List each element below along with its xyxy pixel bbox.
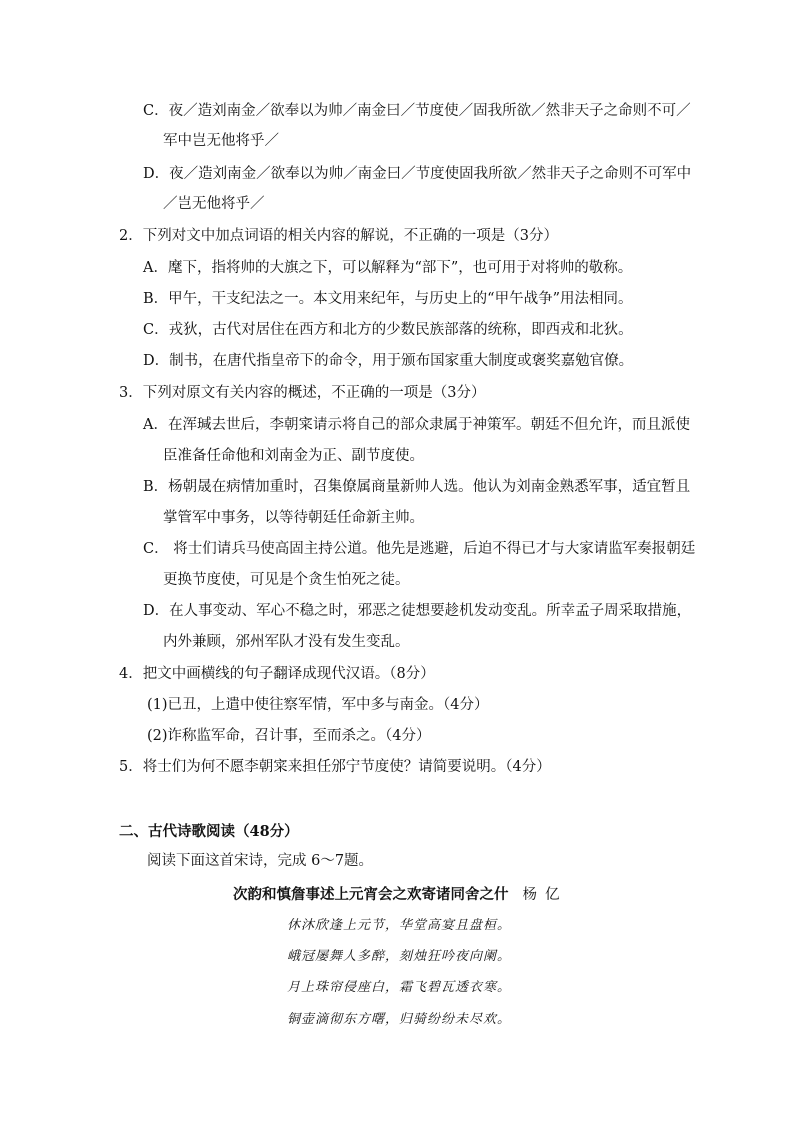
section-title: 二、古代诗歌阅读（48分） xyxy=(119,823,299,840)
q1-option-d-line1: D．夜／造刘南金／欲奉以为帅／南金曰／节度使固我所欲／然非天子之命则不可军中 xyxy=(143,166,692,182)
q3-option-d-line2: 内外兼顾，邠州军队才没有发生变乱。 xyxy=(163,634,410,650)
q3-option-c-line1: C． 将士们请兵马使高固主持公道。他先是逃避，后迫不得已才与大家请监军奏报朝廷 xyxy=(143,541,696,557)
q1-option-c-line1: C．夜／造刘南金／欲奉以为帅／南金曰／节度使／固我所欲／然非天子之命则不可／ xyxy=(143,103,691,119)
q3-option-b-line1: B．杨朝晟在病情加重时，召集僚属商量新帅人选。他认为刘南金熟悉军事，适宜暂且 xyxy=(143,479,691,495)
poem-line-1: 休沐欣逢上元节，华堂高宴且盘桓。 xyxy=(287,918,512,933)
q3-option-b-line2: 掌管军中事务，以等待朝廷任命新主帅。 xyxy=(163,510,424,526)
q3-option-c-line2: 更换节度使，可见是个贪生怕死之徒。 xyxy=(163,572,410,588)
q4-sentence-2: (2)诈称监军命，召计事，至而杀之。（4分） xyxy=(147,728,431,744)
q1-option-d-line2: ／岂无他将乎／ xyxy=(163,196,265,212)
poem-line-3: 月上珠帘侵座白，霜飞碧瓦透衣寒。 xyxy=(287,980,512,995)
q5-stem: 5．将士们为何不愿李朝寀来担任邠宁节度使？请简要说明。（4分） xyxy=(119,759,551,775)
poem-line-2: 峨冠屡舞人多醉，刻烛狂吟夜向阑。 xyxy=(287,949,512,964)
poem-line-4: 铜壶滴彻东方曙，归骑纷纷未尽欢。 xyxy=(287,1012,512,1027)
poem-heading xyxy=(233,883,568,904)
q2-option-b: B．甲午，干支纪法之一。本文用来纪年，与历史上的“甲午战争”用法相同。 xyxy=(143,291,633,307)
q2-stem: 2．下列对文中加点词语的相关内容的解说，不正确的一项是（3分） xyxy=(119,228,558,244)
q3-option-a-line2: 臣准备任命他和刘南金为正、副节度使。 xyxy=(163,448,424,464)
q2-option-c: C．戎狄，古代对居住在西方和北方的少数民族部落的统称，即西戎和北狄。 xyxy=(143,322,633,338)
q4-stem: 4．把文中画横线的句子翻译成现代汉语。（8分） xyxy=(119,666,435,682)
q3-option-d-line1: D．在人事变动、军心不稳之时，邪恶之徒想要趁机发动变乱。所幸孟子周采取措施， xyxy=(143,603,692,619)
poem-author: 杨亿 xyxy=(522,887,568,903)
q2-option-d: D．制书，在唐代指皇帝下的命令，用于颁布国家重大制度或褒奖嘉勉官僚。 xyxy=(143,353,634,369)
q1-option-c-line2: 军中岂无他将乎／ xyxy=(163,133,279,149)
section-intro: 阅读下面这首宋诗，完成 6～7题。 xyxy=(147,853,374,869)
q3-stem: 3．下列对原文有关内容的概述，不正确的一项是（3分） xyxy=(119,385,486,401)
q2-option-a: A．麾下，指将帅的大旗之下，可以解释为“部下”，也可用于对将帅的敬称。 xyxy=(143,260,633,276)
q3-option-a-line1: A．在浑瑊去世后，李朝寀请示将自己的部众隶属于神策军。朝廷不但允许，而且派使 xyxy=(143,417,690,433)
q4-sentence-1: (1)已丑，上遣中使往察军情，军中多与南金。（4分） xyxy=(147,697,489,713)
poem-title: 次韵和慎詹事述上元宵会之欢寄诸同舍之什 xyxy=(233,886,509,903)
